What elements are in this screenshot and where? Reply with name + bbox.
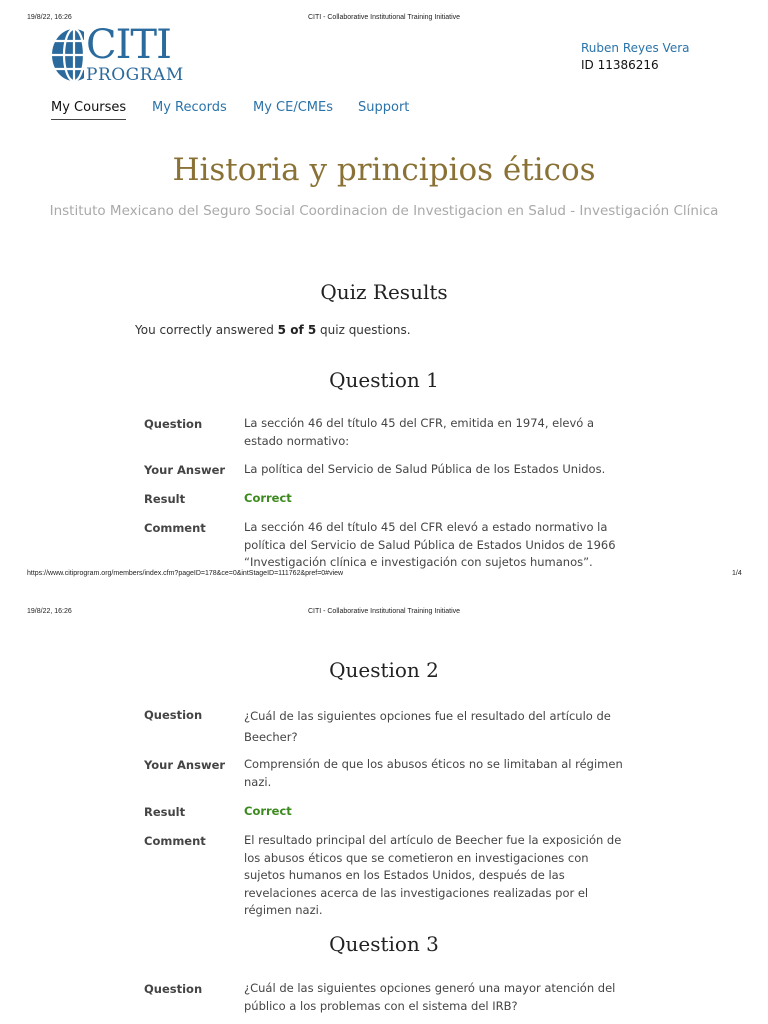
quiz-results-heading: Quiz Results (320, 280, 448, 304)
user-name-link[interactable]: Ruben Reyes Vera (581, 41, 690, 55)
page-title: Historia y principios éticos (172, 152, 596, 188)
question-1-heading: Question 1 (329, 368, 439, 392)
question-2-answer: Comprensión de que los abusos éticos no se limitaban al régimen nazi. (244, 757, 623, 789)
print-datetime-page-2: 19/8/22, 16:26 (27, 608, 72, 615)
print-page-number: 1/4 (732, 570, 742, 577)
nav-my-records[interactable]: My Records (152, 100, 227, 115)
question-label: Question (144, 708, 203, 722)
answer-label: Your Answer (144, 758, 226, 772)
nav-my-ce-cmes[interactable]: My CE/CMEs (253, 100, 333, 115)
question-2-comment: El resultado principal del artículo de Beecher fue la exposición de los abusos éticos que se cometieron en investigaciones con sujetos humanos en los Estados Unidos, después de las revelaciones acerca de las investigaciones realizadas por el régimen nazi. (244, 833, 622, 917)
print-site-title-page-2: CITI - Collaborative Institutional Training Initiative (307, 608, 461, 615)
citi-program-logo[interactable] (50, 22, 184, 87)
question-3-heading: Question 3 (329, 932, 439, 956)
course-subtitle: Instituto Mexicano del Seguro Social Coordinacion de Investigacion en Salud - Investigación Clínica (49, 203, 719, 219)
question-label: Question (144, 417, 203, 431)
nav-my-courses[interactable]: My Courses (51, 100, 126, 120)
score-summary (135, 323, 411, 337)
comment-label: Comment (144, 521, 206, 535)
logo-program-text: PROGRAM (86, 65, 184, 85)
question-2-text: ¿Cuál de las siguientes opciones fue el resultado del artículo de Beecher? (244, 709, 611, 744)
comment-label: Comment (144, 834, 206, 848)
question-1-result: Correct (244, 491, 292, 505)
answer-label: Your Answer (144, 463, 226, 477)
score-value: 5 of 5 (277, 323, 317, 337)
print-url: https://www.citiprogram.org/members/index.cfm?pageID=178&ce=0&intStageID=111762&pref=0#view (27, 570, 344, 577)
score-prefix: You correctly answered (135, 323, 278, 337)
result-label: Result (144, 805, 186, 819)
nav-support[interactable]: Support (358, 100, 410, 115)
print-datetime: 19/8/22, 16:26 (27, 14, 72, 21)
question-2-result: Correct (244, 804, 292, 818)
question-1-answer: La política del Servicio de Salud Pública de los Estados Unidos. (244, 462, 606, 476)
page-break (0, 570, 768, 615)
globe-icon (50, 27, 84, 83)
score-suffix: quiz questions. (316, 323, 411, 337)
question-2-heading: Question 2 (329, 658, 439, 682)
user-id: ID 11386216 (581, 58, 659, 72)
print-site-title: CITI - Collaborative Institutional Training Initiative (307, 14, 461, 21)
logo-citi-text: CITI (86, 22, 171, 68)
question-1-text: La sección 46 del título 45 del CFR, emitida en 1974, elevó a estado normativo: (244, 416, 595, 448)
question-1-comment: La sección 46 del título 45 del CFR elevó a estado normativo la política del Servicio de Salud Pública de Estados Unidos de 1966 “Investigación clínica e investigación con sujetos humanos”. (244, 520, 616, 569)
question-3-text: ¿Cuál de las siguientes opciones generó una mayor atención del público a los problemas con el sistema del IRB? (244, 981, 616, 1013)
question-label: Question (144, 982, 203, 996)
result-label: Result (144, 492, 186, 506)
